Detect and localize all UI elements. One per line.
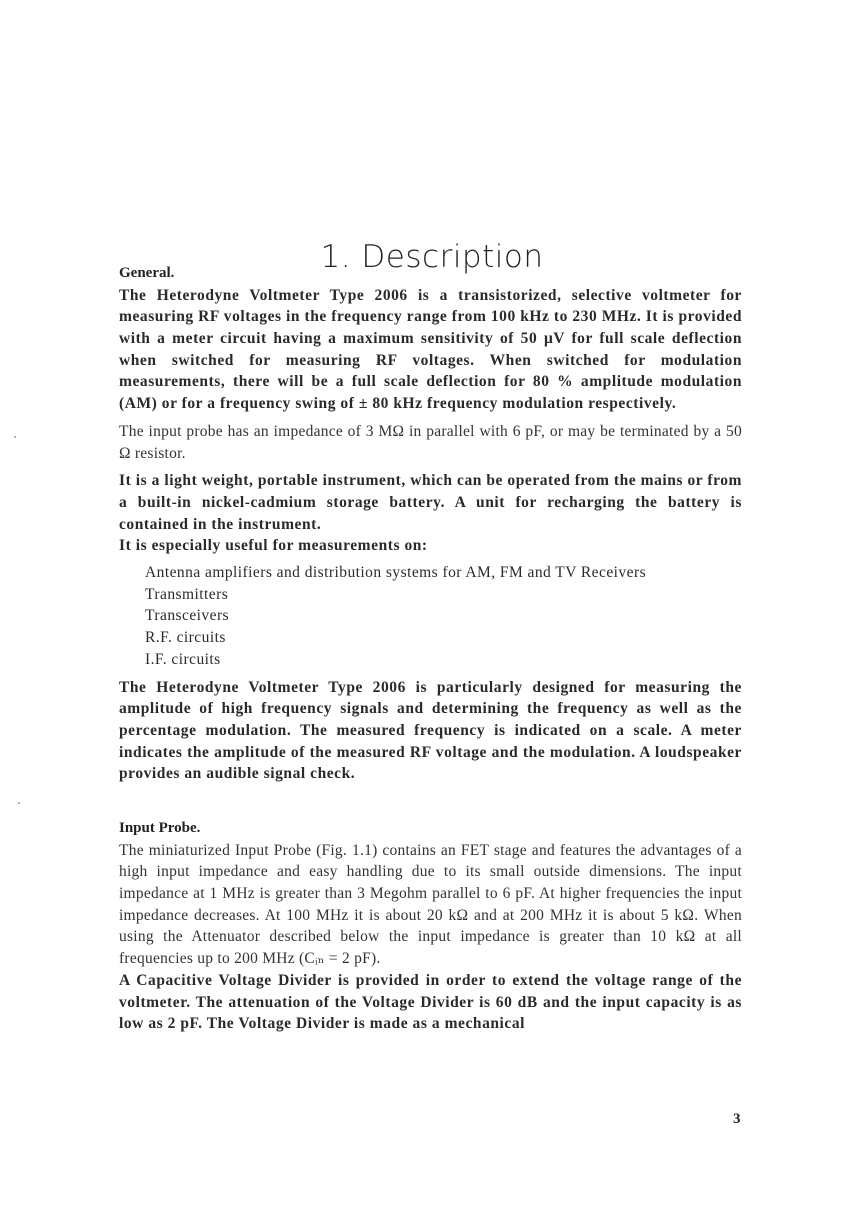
general-paragraph-3: It is a light weight, portable instrument, which can be operated from the mains or from a built-in nickel-cadmium storage battery. A unit for recharging the battery is contained in the instrument. — [119, 472, 742, 533]
section-heading-general: General. — [119, 265, 175, 281]
input-probe-paragraph-2: A Capacitive Voltage Divider is provided in order to extend the voltage range of the voltmeter. The attenuation of the Voltage Divider is 60 dB and the input capacity is as low as 2 pF. The Voltage Divider is made as a mechanical — [119, 971, 742, 1033]
list-item: Transmitters — [145, 585, 229, 603]
page-title: 1. Description — [320, 238, 544, 275]
input-probe-paragraph-1: The miniaturized Input Probe (Fig. 1.1) contains an FET stage and features the advantages of a high input impedance and easy handling due to its small outside dimensions. The input impedance at 1 MHz is greater than 3 Megohm parallel to 6 pF. At higher frequencies the input impedance decreases. At 100 MHz it is about 20 kΩ and at 200 MHz it is about 5 kΩ. When using the Attenuator described below the input impedance is greater than 10 kΩ at all frequencies up to 200 MHz (Cᵢₙ = 2 pF). — [119, 841, 742, 968]
scan-speck — [14, 436, 16, 438]
page-number: 3 — [733, 1111, 741, 1127]
section-spacer — [119, 785, 742, 818]
section-heading-input-probe: Input Probe. — [119, 820, 201, 837]
general-paragraph-2: The input probe has an impedance of 3 MΩ in parallel with 6 pF, or may be terminated by a 50 Ω resistor. — [119, 422, 742, 462]
list-item: I.F. circuits — [145, 650, 221, 668]
page-content — [119, 263, 742, 1035]
scan-speck — [18, 802, 20, 804]
list-item: R.F. circuits — [145, 629, 226, 647]
list-item: Antenna amplifiers and distribution systems for AM, FM and TV Receivers — [145, 564, 647, 582]
list-item: Transceivers — [145, 607, 230, 625]
general-paragraph-1: The Heterodyne Voltmeter Type 2006 is a transistorized, selective voltmeter for measuring RF voltages in the frequency range from 100 kHz to 230 MHz. It is provided with a meter circuit having a maximum sensitivity of 50 μV for full scale deflection when switched for measuring RF voltages. When switched for modulation measurements, there will be a full scale deflection for 80 % amplitude modulation (AM) or for a frequency swing of ± 80 kHz frequency modulation respectively. — [119, 286, 742, 413]
general-paragraph-5: The Heterodyne Voltmeter Type 2006 is particularly designed for measuring the amplitude of high frequency signals and determining the frequency as well as the percentage modulation. The measured frequency is indicated on a scale. A meter indicates the amplitude of the measured RF voltage and the modulation. A loudspeaker provides an audible signal check. — [119, 678, 742, 783]
general-paragraph-4: It is especially useful for measurements on: — [119, 537, 428, 555]
application-list — [119, 562, 742, 671]
